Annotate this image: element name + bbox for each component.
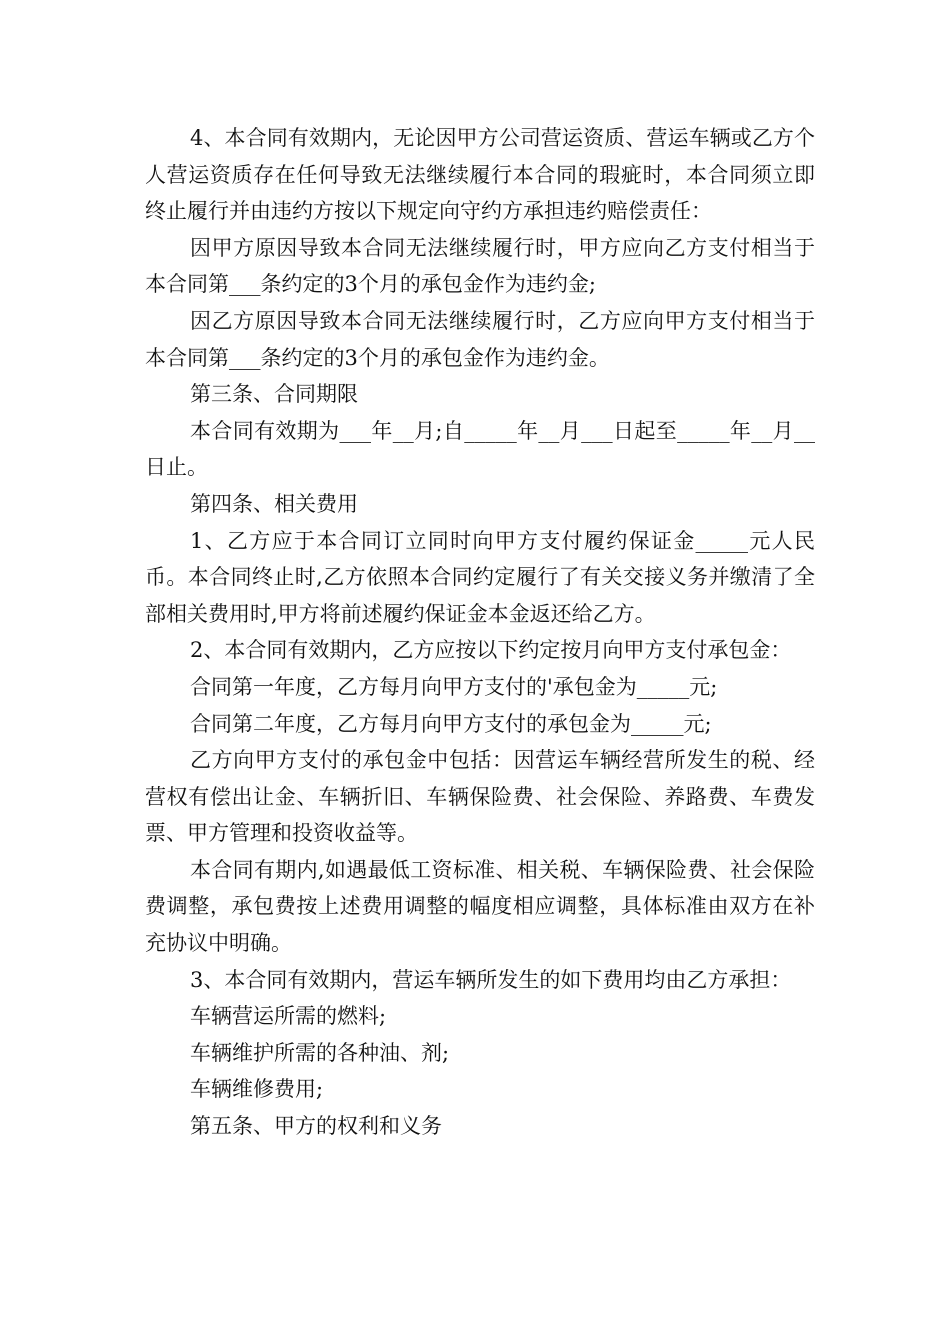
paragraph-payment-includes: 乙方向甲方支付的承包金中包括：因营运车辆经营所发生的税、经营权有偿出让金、车辆折旧、车辆保险费、社会保险、养路费、车费发票、甲方管理和投资收益等。 [145,748,815,846]
paragraph-second-year: 合同第二年度，乙方每月向甲方支付的承包金为_____元; [190,711,712,736]
paragraph-clause-4: 4、本合同有效期内，无论因甲方公司营运资质、营运车辆或乙方个人营运资质存在任何导致无法继续履行本合同的瑕疵时，本合同须立即终止履行并由违约方按以下规定向守约方承担违约赔偿责任： [145,126,815,224]
heading-article-4: 第四条、相关费用 [190,491,358,516]
paragraph-party-a-breach: 因甲方原因导致本合同无法继续履行时，甲方应向乙方支付相当于本合同第___条约定的3个月的承包金作为违约金; [145,235,815,297]
heading-article-5: 第五条、甲方的权利和义务 [190,1114,442,1139]
list-item-oil: 车辆维护所需的各种油、剂; [190,1040,450,1065]
document-body [145,120,815,1145]
paragraph-monthly-payment: 2、本合同有效期内，乙方应按以下约定按月向甲方支付承包金： [190,638,792,663]
paragraph-deposit: 1、乙方应于本合同订立同时向甲方支付履约保证金_____元人民币。本合同终止时,乙方依照本合同约定履行了有关交接义务并缴清了全部相关费用时,甲方将前述履约保证金本金返还给乙方。 [145,528,815,626]
paragraph-adjustment: 本合同有期内,如遇最低工资标准、相关税、车辆保险费、社会保险费调整，承包费按上述费用调整的幅度相应调整，具体标准由双方在补充协议中明确。 [145,857,815,956]
paragraph-party-b-breach: 因乙方原因导致本合同无法继续履行时，乙方应向甲方支付相当于本合同第___条约定的3个月的承包金作为违约金。 [145,308,815,370]
paragraph-costs-borne: 3、本合同有效期内，营运车辆所发生的如下费用均由乙方承担： [190,967,792,992]
paragraph-contract-term: 本合同有效期为___年__月;自_____年__月___日起至_____年__月__日止。 [145,418,815,480]
heading-article-3: 第三条、合同期限 [190,382,358,407]
list-item-fuel: 车辆营运所需的燃料; [190,1004,387,1029]
paragraph-first-year: 合同第一年度，乙方每月向甲方支付的'承包金为_____元; [190,674,718,699]
list-item-repair: 车辆维修费用; [190,1077,324,1102]
